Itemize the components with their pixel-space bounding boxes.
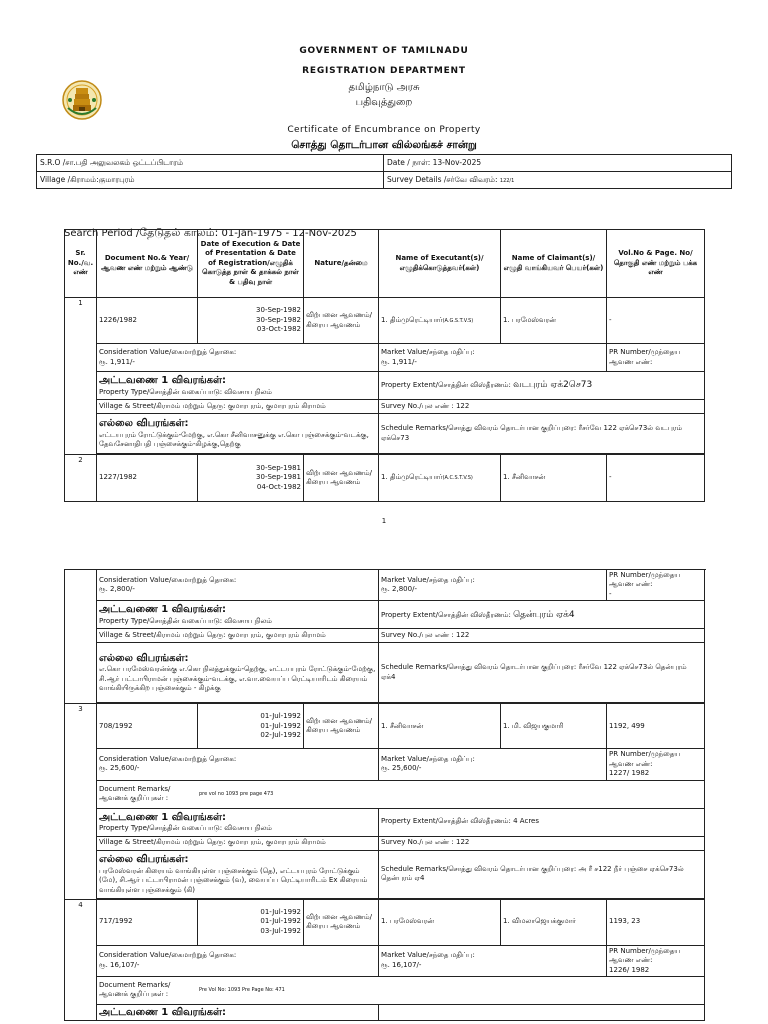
government-title-tamil: தமிழ்நாடு அரசு [348, 82, 420, 93]
consideration-amount: ரூ. 25,600/- [99, 764, 140, 773]
serial-number: 1 [65, 298, 97, 455]
executant-initials: (A.G.S.T.V.S) [442, 317, 474, 324]
pr-number [607, 570, 705, 601]
serial-number: 4 [65, 899, 97, 1021]
column-header-sr: Sr. No./வ. எண் [65, 230, 97, 298]
pr-number-label: PR Number/முந்தைய ஆவண எண்: [609, 946, 681, 965]
pr-number [607, 749, 705, 780]
table-row [65, 372, 705, 400]
document-number: 708/1992 [97, 704, 198, 749]
executant: 1. பரமேஸ்வரன் [379, 899, 501, 945]
pr-number-value: 1227/ 1982 [609, 769, 650, 778]
property-extent-value: வடபுரம் ஏக்2செ73 [513, 380, 593, 391]
table-row [65, 704, 705, 749]
consideration-label: Consideration Value/கைமாற்றுத் தொகை: [99, 575, 237, 584]
schedule-remarks-value: ரீசர்வே 122 ஏக்செ73ல் வடபுரம் ஏக்செ73 [381, 424, 683, 442]
serial-continuation [65, 570, 97, 704]
market-label: Market Value/சந்தை மதிப்பு: [381, 575, 475, 584]
document-number: 1226/1982 [97, 298, 198, 344]
consideration-label: Consideration Value/கைமாற்றுத் தொகை: [99, 755, 237, 764]
document-remarks [97, 780, 705, 808]
pr-number-label: PR Number/முந்தைய ஆவண எண்: [609, 750, 681, 768]
table-row [65, 643, 705, 703]
table-row [65, 400, 705, 414]
executant [379, 455, 501, 502]
table-row [65, 749, 705, 780]
market-label: Market Value/சந்தை மதிப்பு: [381, 951, 475, 960]
survey-field [384, 172, 732, 189]
table-row [65, 629, 705, 643]
pr-number-value: - [609, 589, 612, 598]
consideration-value [97, 570, 379, 601]
serial-number: 3 [65, 704, 97, 899]
volume-page: - [607, 298, 705, 344]
market-amount: ரூ. 2,800/- [381, 585, 417, 594]
registration-date: 03-Oct-1982 [256, 325, 301, 334]
schedule-heading [97, 808, 379, 836]
schedule-title: அட்டவணை 1 விவரங்கள்: [99, 1006, 227, 1018]
government-title: GOVERNMENT OF TAMILNADU [299, 46, 469, 56]
survey-label: Survey Details /சர்வே விவரம்: [387, 175, 498, 184]
nature: விற்பனை ஆவணம்/ கிரைய ஆவணம் [304, 298, 379, 344]
column-header-nature: Nature/தன்மை [304, 230, 379, 298]
execution-date: 01-Jul-1992 [260, 712, 301, 721]
document-remarks-label-ta: ஆவணக் குறிப்புகள் : [99, 794, 169, 803]
column-header-dates: Date of Execution & Date of Presentation & Date of Registration/எழுதிக் கொடுத்த நாள் & தாக்கல் நாள் & பதிவு நாள் [198, 230, 304, 298]
table-row [65, 414, 705, 454]
schedule-title: அட்டவணை 1 விவரங்கள்: [99, 604, 227, 616]
village-street: Village & Street/கிராமம் மற்றும் தெரு: குமாரபுரம், குமாரபுரம் கிராமம் [97, 400, 379, 414]
document-remarks-label [99, 785, 199, 804]
column-header-document: Document No.& Year/ ஆவண எண் மற்றும் ஆண்டு [97, 230, 198, 298]
survey-value: 122/1 [499, 178, 515, 184]
table-row [65, 945, 705, 976]
boundaries-text: எ.கொ பரமேஸ்வரன்க்கு எ.கொ நிலத்துக்கும்-தெற்கு, எட்டயபுரம் ரோட்டுக்கும்-மேற்கு, சி.ஆர் பட்டாபிராமன் புஞ்சைக்கும்-வடக்கு, எ.வா.வையப்ப ரெட்டியாரிடம் கிரையம் வாங்கியிருக்கிற புஞ்சைக்கும் - கிழக்கு [99, 665, 376, 693]
executant-initials: (A.C.S.T.V.S) [442, 475, 473, 482]
nature: விற்பனை ஆவணம்/ கிரைய ஆவணம் [304, 704, 379, 749]
property-type: Property Type/சொத்தின் வகைப்பாடு: விவசாய நிலம் [99, 616, 272, 625]
executant-name: 1. திம்முரெட்டியார் [381, 473, 443, 482]
registration-date: 04-Oct-1982 [256, 482, 301, 491]
presentation-date: 01-Jul-1992 [260, 917, 301, 926]
volume-page: 1193, 23 [607, 899, 705, 945]
schedule-heading [97, 372, 379, 400]
table-row [65, 808, 705, 836]
survey-number: Survey No./புல எண் : 122 [379, 400, 705, 414]
serial-number: 2 [65, 455, 97, 502]
survey-number: Survey No./புல எண் : 122 [379, 836, 705, 850]
executant-name: 1. திம்முரெட்டியார் [381, 315, 443, 324]
property-extent-label: Property Extent/சொத்தின் விஸ்தீரணம்: [381, 381, 511, 390]
dates-cell [198, 455, 304, 502]
column-header-claimant: Name of Claimant(s)/ எழுதி வாங்கியவர் பெயர்(கள்) [501, 230, 607, 298]
presentation-date: 01-Jul-1992 [260, 721, 301, 730]
boundaries-title: எல்லை விபரங்கள்: [99, 418, 189, 430]
certificate-info-table [36, 154, 732, 189]
sro-field: S.R.O /சா.பதி அலுவலகம் ஒட்டப்பிடாரம் [37, 155, 384, 172]
table-row [65, 1004, 705, 1021]
schedule-remarks-label: Schedule Remarks/சொத்து விவரம் தொடர்பான குறிப்புரை: [381, 864, 577, 873]
table-row [65, 836, 705, 850]
document-remarks-label-en: Document Remarks/ [99, 784, 171, 793]
document-remarks-inner [99, 785, 702, 804]
nature: விற்பனை ஆவணம்/ கிரைய ஆவணம் [304, 899, 379, 945]
document-remarks-label-ta: ஆவணக் குறிப்புகள் : [99, 990, 169, 999]
consideration-label: Consideration Value/கைமாற்றுத் தொகை: [99, 348, 237, 357]
property-type: Property Type/சொத்தின் வகைப்பாடு: விவசாய நிலம் [99, 824, 272, 833]
page-number: 1 [381, 517, 387, 525]
table-row [65, 780, 705, 808]
document-remarks-label-en: Document Remarks/ [99, 981, 171, 989]
consideration-label: Consideration Value/கைமாற்றுத் தொகை: [99, 951, 237, 960]
volume-page: - [607, 455, 705, 502]
schedule-remarks-value: அ ரீ ச122 நீர் புஞ்சை ஏக்செ73ல் தென்புரம் ஏ4 [381, 864, 684, 883]
table-row [65, 344, 705, 372]
presentation-date: 30-Sep-1982 [256, 315, 301, 324]
consideration-amount: ரூ. 1,911/- [99, 357, 135, 366]
schedule-heading [97, 601, 379, 629]
village-street: Village & Street/கிராமம் மற்றும் தெரு: குமாரபுரம், குமாரபுரம் கிராமம் [97, 629, 379, 643]
document-number: 1227/1982 [97, 455, 198, 502]
property-type: Property Type/சொத்தின் வகைப்பாடு: விவசாய நிலம் [99, 387, 272, 396]
document-remarks-value: Pre Vol No: 1093 Pre Page No: 471 [199, 987, 285, 994]
certificate-title: Certificate of Encumbrance on Property [287, 125, 481, 135]
pr-number-label: PR Number/முந்தைய ஆவண எண்: [609, 571, 681, 589]
encumbrance-table-page1 [64, 229, 705, 502]
boundaries-title: எல்லை விபரங்கள்: [99, 652, 189, 664]
property-extent-value: 4 Acres [513, 817, 539, 826]
search-period-label-tamil: தேடுதல் காலம்: [139, 226, 219, 239]
property-extent-label: Property Extent/சொத்தின் விஸ்தீரணம்: [381, 817, 511, 826]
table-row [65, 298, 705, 344]
table-row [65, 850, 705, 898]
consideration-amount: ரூ. 16,107/- [99, 960, 140, 969]
table-row [65, 455, 705, 502]
executant [379, 298, 501, 344]
document-remarks [97, 976, 705, 1004]
execution-date: 30-Sep-1981 [256, 463, 301, 472]
property-extent-label: Property Extent/சொத்தின் விஸ்தீரணம்: [381, 610, 511, 619]
boundaries-title: எல்லை விபரங்கள்: [99, 854, 189, 866]
schedule-remarks [379, 643, 705, 703]
schedule-remarks-label: Schedule Remarks/சொத்து விவரம் தொடர்பான குறிப்புரை: [381, 424, 577, 433]
claimant: 1. மி. விஜயகுமாரி [501, 704, 607, 749]
schedule-remarks [379, 850, 705, 898]
department-title: REGISTRATION DEPARTMENT [302, 66, 466, 76]
claimant: 1. பரமேஸ்வரன் [501, 298, 607, 344]
schedule-title: அட்டவணை 1 விவரங்கள்: [99, 811, 227, 823]
property-extent [379, 1004, 705, 1021]
village-field: Village /கிராமம்:குமாரபுரம் [37, 172, 384, 189]
boundaries [97, 643, 379, 703]
pr-number-label: PR Number/முந்தைய ஆவண எண்: [609, 348, 681, 366]
claimant: 1. சீனிவாசன் [501, 455, 607, 502]
market-value [379, 945, 607, 976]
market-value [379, 749, 607, 780]
document-remarks-inner [99, 981, 702, 1000]
consideration-value [97, 945, 379, 976]
volume-page: 1192, 499 [607, 704, 705, 749]
encumbrance-table-page2 [64, 569, 705, 1021]
execution-date: 30-Sep-1982 [256, 306, 301, 315]
schedule-heading [97, 1004, 379, 1021]
consideration-value [97, 749, 379, 780]
survey-number: Survey No./புல எண் : 122 [379, 629, 705, 643]
document-remarks-value: pre vol no 1093 pre page 473 [199, 790, 274, 797]
department-title-tamil: பதிவுத்துறை [355, 97, 413, 108]
market-value [379, 344, 607, 372]
dates-cell [198, 704, 304, 749]
market-amount: ரூ. 16,107/- [381, 960, 422, 969]
boundaries [97, 850, 379, 898]
property-extent [379, 808, 705, 836]
market-label: Market Value/சந்தை மதிப்பு: [381, 755, 475, 764]
claimant: 1. விமலாஜெயக்குமார் [501, 899, 607, 945]
registration-date: 02-Jul-1992 [260, 731, 301, 740]
schedule-title: அட்டவணை 1 விவரங்கள்: [99, 375, 227, 387]
pr-number [607, 344, 705, 372]
boundaries-text: எட்டயபுரம் ரோட்டுக்கும்-மேற்கு, எ.கொ சீனிவாசனுக்கு எ.கொ புஞ்சைக்கும்-வடக்கு, தேவசேனாதிபதி புஞ்சைக்கும்-கிழக்கு,தெற்கு [99, 430, 369, 449]
search-period-value: 01-Jan-1975 - 12-Nov-2025 [218, 228, 357, 239]
pr-number [607, 945, 705, 976]
market-amount: ரூ. 25,600/- [381, 764, 422, 773]
table-row [65, 899, 705, 945]
village-street: Village & Street/கிராமம் மற்றும் தெரு: குமாரபுரம், குமாரபுரம் கிராமம் [97, 836, 379, 850]
boundaries [97, 414, 379, 454]
market-value [379, 570, 607, 601]
dates-cell [198, 298, 304, 344]
property-extent-value: தென்புரம் ஏக்4 [513, 609, 575, 620]
search-period-label: Search Period / [64, 228, 140, 239]
market-amount: ரூ. 1,911/- [381, 357, 417, 366]
schedule-remarks-value: ரீசர்வே 122 ஏக்செ73ல் தென்புரம் ஏக்4 [381, 663, 687, 681]
execution-date: 01-Jul-1992 [260, 907, 301, 916]
consideration-value [97, 344, 379, 372]
document-remarks-label [99, 981, 199, 1000]
document-number: 717/1992 [97, 899, 198, 945]
registration-date: 03-Jul-1992 [260, 926, 301, 935]
executant: 1. சீனிவாசன் [379, 704, 501, 749]
schedule-remarks [379, 414, 705, 454]
market-label: Market Value/சந்தை மதிப்பு: [381, 348, 475, 357]
property-extent [379, 601, 705, 629]
certificate-title-tamil: சொத்து தொடர்பான வில்லங்கச் சான்று [291, 139, 477, 151]
schedule-remarks-label: Schedule Remarks/சொத்து விவரம் தொடர்பான குறிப்புரை: [381, 663, 577, 672]
presentation-date: 30-Sep-1981 [256, 473, 301, 482]
column-header-volume: Vol.No & Page. No/ தொகுதி எண் மற்றும் பக்க எண் [607, 230, 705, 298]
consideration-amount: ரூ. 2,800/- [99, 585, 135, 594]
property-extent [379, 372, 705, 400]
column-header-executant: Name of Executant(s)/ எழுதிக்கொடுத்தவர்(கள்) [379, 230, 501, 298]
table-row [65, 601, 705, 629]
dates-cell [198, 899, 304, 945]
pr-number-value: 1226/ 1982 [609, 965, 650, 974]
boundaries-text: பரமேஸ்வரன் கிரையம் வாங்கியுள்ள புஞ்சைக்கும் (தெ), எட்டயபுரம் ரோட்டுக்கும் (மே), சி.ஆர் பட்டாபிராமன் புஞ்சைக்கும் (வ), வையப்ப ரெட்டியாரிடம் Ex கிரையம் வாங்கியுள்ள புஞ்சைக்கும் (கி) [99, 866, 368, 894]
nature: விற்பனை ஆவணம்/ கிரைய ஆவணம் [304, 455, 379, 502]
table-row [65, 976, 705, 1004]
date-field: Date / நாள்: 13-Nov-2025 [384, 155, 732, 172]
table-row [65, 570, 705, 601]
